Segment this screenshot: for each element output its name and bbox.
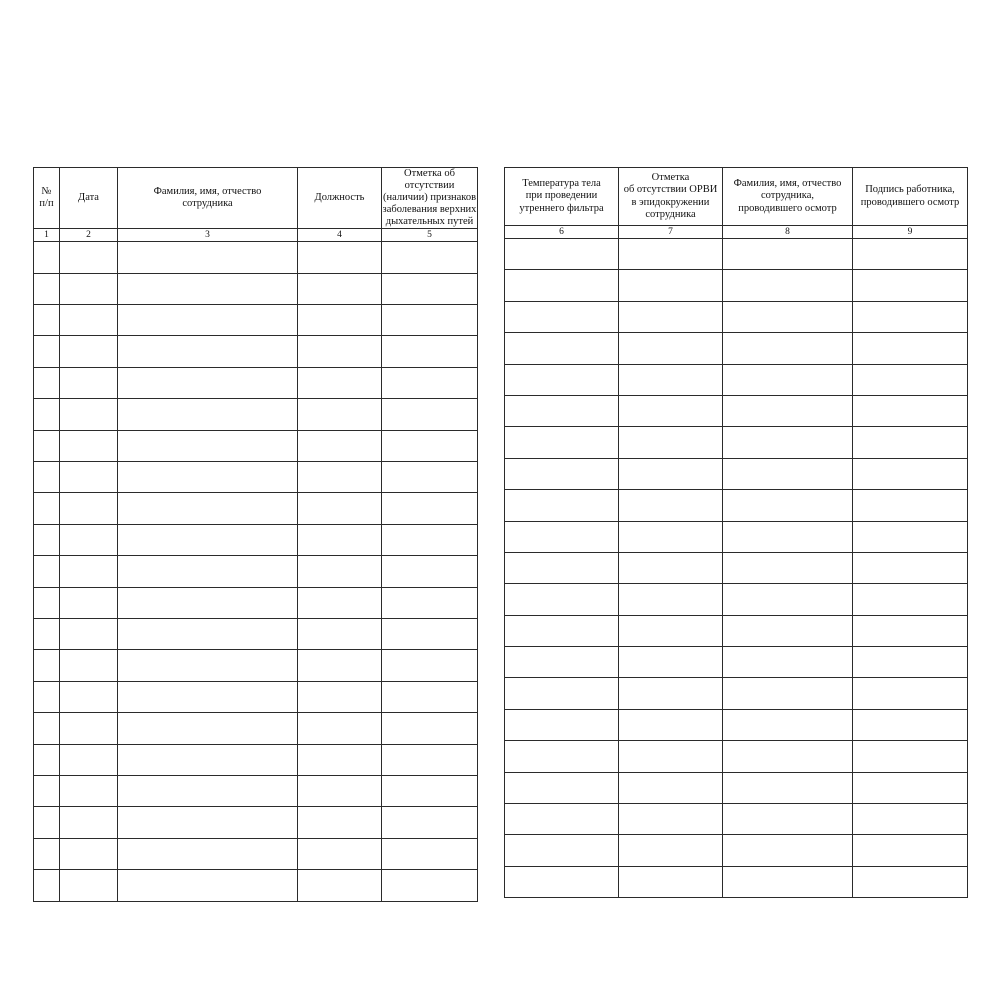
table-cell[interactable] <box>723 741 853 772</box>
table-cell[interactable] <box>118 242 298 273</box>
table-cell[interactable] <box>60 462 118 493</box>
table-cell[interactable] <box>853 427 968 458</box>
table-cell[interactable] <box>34 650 60 681</box>
table-row[interactable] <box>34 744 478 775</box>
right-journal-table <box>504 167 968 898</box>
column-number: 6 <box>505 226 619 239</box>
column-number: 8 <box>723 226 853 239</box>
table-cell[interactable] <box>382 493 478 524</box>
table-row[interactable] <box>505 395 968 426</box>
table-cell[interactable] <box>60 336 118 367</box>
table-row[interactable] <box>505 521 968 552</box>
header-line: проводившего осмотр <box>860 196 960 208</box>
table-cell[interactable] <box>298 556 382 587</box>
header-line: дыхательных путей <box>385 216 474 228</box>
left-header-row <box>34 168 478 229</box>
table-cell[interactable] <box>118 619 298 650</box>
table-cell[interactable] <box>298 305 382 336</box>
table-cell[interactable] <box>723 709 853 740</box>
table-cell[interactable] <box>118 367 298 398</box>
table-cell[interactable] <box>382 556 478 587</box>
table-cell[interactable] <box>619 364 723 395</box>
table-cell[interactable] <box>60 367 118 398</box>
table-cell[interactable] <box>853 458 968 489</box>
header-line: Отметка <box>651 172 690 184</box>
table-cell[interactable] <box>34 242 60 273</box>
table-row[interactable] <box>505 364 968 395</box>
table-cell[interactable] <box>619 709 723 740</box>
table-cell[interactable] <box>505 647 619 678</box>
table-cell[interactable] <box>60 650 118 681</box>
table-cell[interactable] <box>619 333 723 364</box>
header-line: п/п <box>39 198 54 210</box>
table-cell[interactable] <box>118 775 298 806</box>
table-cell[interactable] <box>723 301 853 332</box>
table-row[interactable] <box>505 804 968 835</box>
table-row[interactable] <box>34 556 478 587</box>
table-cell[interactable] <box>723 427 853 458</box>
table-row[interactable] <box>505 458 968 489</box>
left-header-cell-4 <box>298 168 382 229</box>
table-cell[interactable] <box>723 678 853 709</box>
table-cell[interactable] <box>505 584 619 615</box>
table-row[interactable] <box>505 709 968 740</box>
table-cell[interactable] <box>118 838 298 869</box>
table-cell[interactable] <box>382 650 478 681</box>
table-cell[interactable] <box>382 273 478 304</box>
header-line: Фамилия, имя, отчество <box>153 186 262 198</box>
table-cell[interactable] <box>382 430 478 461</box>
left-header-cell-1 <box>34 168 60 229</box>
table-cell[interactable] <box>60 807 118 838</box>
table-cell[interactable] <box>382 242 478 273</box>
table-cell[interactable] <box>853 804 968 835</box>
table-row[interactable] <box>505 270 968 301</box>
table-cell[interactable] <box>118 336 298 367</box>
table-cell[interactable] <box>505 427 619 458</box>
table-row[interactable] <box>34 838 478 869</box>
table-cell[interactable] <box>34 430 60 461</box>
table-cell[interactable] <box>723 395 853 426</box>
table-cell[interactable] <box>505 552 619 583</box>
table-row[interactable] <box>34 273 478 304</box>
left-table-body <box>34 242 478 901</box>
table-cell[interactable] <box>382 462 478 493</box>
column-number: 2 <box>60 229 118 242</box>
table-cell[interactable] <box>382 838 478 869</box>
table-cell[interactable] <box>60 556 118 587</box>
table-cell[interactable] <box>505 709 619 740</box>
table-cell[interactable] <box>60 399 118 430</box>
header-line: Должность <box>314 192 365 204</box>
table-cell[interactable] <box>60 242 118 273</box>
table-cell[interactable] <box>723 364 853 395</box>
left-header-cell-5 <box>382 168 478 229</box>
table-cell[interactable] <box>34 775 60 806</box>
table-cell[interactable] <box>723 772 853 803</box>
table-cell[interactable] <box>34 713 60 744</box>
table-cell[interactable] <box>619 615 723 646</box>
table-cell[interactable] <box>60 619 118 650</box>
header-line: (наличии) признаков <box>382 192 477 204</box>
column-number: 9 <box>853 226 968 239</box>
table-cell[interactable] <box>853 647 968 678</box>
table-cell[interactable] <box>853 835 968 866</box>
table-cell[interactable] <box>34 462 60 493</box>
table-cell[interactable] <box>60 587 118 618</box>
table-cell[interactable] <box>118 273 298 304</box>
table-cell[interactable] <box>619 866 723 897</box>
table-row[interactable] <box>34 807 478 838</box>
table-cell[interactable] <box>619 239 723 270</box>
table-cell[interactable] <box>34 619 60 650</box>
table-row[interactable] <box>34 681 478 712</box>
table-cell[interactable] <box>505 615 619 646</box>
table-row[interactable] <box>34 587 478 618</box>
column-number: 1 <box>34 229 60 242</box>
table-cell[interactable] <box>298 713 382 744</box>
table-cell[interactable] <box>298 619 382 650</box>
left-column-number-row <box>34 229 478 242</box>
table-cell[interactable] <box>118 399 298 430</box>
table-cell[interactable] <box>853 239 968 270</box>
header-line: заболевания верхних <box>382 204 477 216</box>
table-cell[interactable] <box>298 807 382 838</box>
table-row[interactable] <box>34 713 478 744</box>
table-cell[interactable] <box>723 835 853 866</box>
table-cell[interactable] <box>60 838 118 869</box>
table-row[interactable] <box>505 552 968 583</box>
table-cell[interactable] <box>382 713 478 744</box>
table-cell[interactable] <box>34 273 60 304</box>
right-header-cell-1 <box>505 168 619 226</box>
table-cell[interactable] <box>723 584 853 615</box>
column-number: 4 <box>298 229 382 242</box>
table-cell[interactable] <box>505 866 619 897</box>
table-cell[interactable] <box>505 458 619 489</box>
header-line: № <box>41 186 52 198</box>
table-cell[interactable] <box>118 681 298 712</box>
header-line: Фамилия, имя, отчество <box>733 178 842 190</box>
header-line: сотрудника <box>645 208 696 220</box>
table-cell[interactable] <box>723 458 853 489</box>
header-line: Подпись работника, <box>865 184 955 196</box>
column-number: 5 <box>382 229 478 242</box>
table-cell[interactable] <box>298 336 382 367</box>
table-cell[interactable] <box>60 524 118 555</box>
table-cell[interactable] <box>853 866 968 897</box>
table-cell[interactable] <box>34 744 60 775</box>
right-table-head <box>505 168 968 239</box>
table-cell[interactable] <box>505 678 619 709</box>
table-cell[interactable] <box>382 305 478 336</box>
table-cell[interactable] <box>619 458 723 489</box>
table-cell[interactable] <box>853 521 968 552</box>
table-row[interactable] <box>505 647 968 678</box>
table-row[interactable] <box>34 462 478 493</box>
header-line: в эпидокружении <box>631 196 710 208</box>
table-row[interactable] <box>505 741 968 772</box>
table-cell[interactable] <box>382 587 478 618</box>
table-cell[interactable] <box>34 870 60 901</box>
table-cell[interactable] <box>723 804 853 835</box>
table-cell[interactable] <box>118 462 298 493</box>
table-row[interactable] <box>34 430 478 461</box>
table-cell[interactable] <box>382 367 478 398</box>
table-cell[interactable] <box>118 430 298 461</box>
header-line: при проведении <box>525 190 598 202</box>
table-row[interactable] <box>505 678 968 709</box>
table-cell[interactable] <box>505 741 619 772</box>
table-row[interactable] <box>34 650 478 681</box>
table-cell[interactable] <box>853 301 968 332</box>
table-cell[interactable] <box>619 835 723 866</box>
table-cell[interactable] <box>118 713 298 744</box>
table-cell[interactable] <box>853 333 968 364</box>
table-cell[interactable] <box>34 587 60 618</box>
table-cell[interactable] <box>382 775 478 806</box>
table-cell[interactable] <box>723 333 853 364</box>
right-header-cell-2 <box>619 168 723 226</box>
table-cell[interactable] <box>723 552 853 583</box>
table-cell[interactable] <box>723 866 853 897</box>
table-cell[interactable] <box>619 647 723 678</box>
right-sheet <box>504 167 967 898</box>
table-cell[interactable] <box>60 430 118 461</box>
table-cell[interactable] <box>505 395 619 426</box>
table-cell[interactable] <box>853 584 968 615</box>
table-cell[interactable] <box>382 744 478 775</box>
header-line: утреннего фильтра <box>519 202 604 214</box>
table-row[interactable] <box>34 399 478 430</box>
header-line: сотрудника <box>182 198 233 210</box>
table-cell[interactable] <box>60 870 118 901</box>
table-cell[interactable] <box>298 524 382 555</box>
table-cell[interactable] <box>619 395 723 426</box>
table-cell[interactable] <box>723 270 853 301</box>
header-line: Отметка об отсутствии <box>404 168 455 192</box>
table-cell[interactable] <box>382 807 478 838</box>
table-cell[interactable] <box>723 239 853 270</box>
table-cell[interactable] <box>298 399 382 430</box>
left-header-cell-3 <box>118 168 298 229</box>
table-cell[interactable] <box>619 427 723 458</box>
table-cell[interactable] <box>60 681 118 712</box>
table-cell[interactable] <box>505 270 619 301</box>
table-cell[interactable] <box>298 775 382 806</box>
table-cell[interactable] <box>118 524 298 555</box>
table-cell[interactable] <box>853 395 968 426</box>
table-cell[interactable] <box>853 364 968 395</box>
table-row[interactable] <box>34 619 478 650</box>
left-journal-table <box>33 167 478 902</box>
table-row[interactable] <box>505 835 968 866</box>
table-cell[interactable] <box>853 490 968 521</box>
table-cell[interactable] <box>382 681 478 712</box>
table-cell[interactable] <box>505 333 619 364</box>
table-cell[interactable] <box>34 399 60 430</box>
table-cell[interactable] <box>853 741 968 772</box>
table-row[interactable] <box>505 772 968 803</box>
table-row[interactable] <box>34 775 478 806</box>
table-cell[interactable] <box>298 838 382 869</box>
table-row[interactable] <box>505 301 968 332</box>
table-cell[interactable] <box>298 273 382 304</box>
header-line: сотрудника, <box>761 190 814 202</box>
table-row[interactable] <box>34 367 478 398</box>
table-row[interactable] <box>505 239 968 270</box>
left-sheet <box>33 167 477 902</box>
table-cell[interactable] <box>505 239 619 270</box>
table-cell[interactable] <box>619 741 723 772</box>
table-cell[interactable] <box>382 399 478 430</box>
table-cell[interactable] <box>118 493 298 524</box>
table-row[interactable] <box>34 336 478 367</box>
table-cell[interactable] <box>118 305 298 336</box>
table-row[interactable] <box>505 490 968 521</box>
left-table-head <box>34 168 478 242</box>
table-cell[interactable] <box>118 744 298 775</box>
header-line: Температура тела <box>522 178 601 190</box>
header-line: об отсутствии ОРВИ <box>623 184 718 196</box>
table-cell[interactable] <box>34 838 60 869</box>
table-cell[interactable] <box>298 462 382 493</box>
table-cell[interactable] <box>60 713 118 744</box>
table-cell[interactable] <box>853 552 968 583</box>
right-table-body <box>505 239 968 898</box>
table-cell[interactable] <box>34 493 60 524</box>
table-cell[interactable] <box>619 772 723 803</box>
table-row[interactable] <box>505 584 968 615</box>
left-header-cell-2 <box>60 168 118 229</box>
table-cell[interactable] <box>619 301 723 332</box>
table-cell[interactable] <box>118 650 298 681</box>
table-cell[interactable] <box>118 807 298 838</box>
table-cell[interactable] <box>60 305 118 336</box>
table-row[interactable] <box>34 870 478 901</box>
table-cell[interactable] <box>34 367 60 398</box>
table-cell[interactable] <box>298 242 382 273</box>
table-cell[interactable] <box>60 273 118 304</box>
table-cell[interactable] <box>298 650 382 681</box>
table-cell[interactable] <box>298 587 382 618</box>
table-cell[interactable] <box>619 521 723 552</box>
table-cell[interactable] <box>382 336 478 367</box>
right-header-cell-4 <box>853 168 968 226</box>
table-cell[interactable] <box>505 772 619 803</box>
table-cell[interactable] <box>298 744 382 775</box>
table-row[interactable] <box>34 305 478 336</box>
table-row[interactable] <box>505 333 968 364</box>
header-line: Дата <box>78 192 99 204</box>
table-cell[interactable] <box>298 681 382 712</box>
table-row[interactable] <box>34 493 478 524</box>
table-cell[interactable] <box>505 521 619 552</box>
table-row[interactable] <box>505 866 968 897</box>
table-cell[interactable] <box>118 587 298 618</box>
table-cell[interactable] <box>723 647 853 678</box>
table-cell[interactable] <box>853 678 968 709</box>
table-cell[interactable] <box>34 556 60 587</box>
table-cell[interactable] <box>723 490 853 521</box>
table-cell[interactable] <box>505 804 619 835</box>
table-cell[interactable] <box>382 870 478 901</box>
table-row[interactable] <box>34 524 478 555</box>
column-number: 3 <box>118 229 298 242</box>
table-cell[interactable] <box>60 493 118 524</box>
table-cell[interactable] <box>298 430 382 461</box>
table-cell[interactable] <box>853 615 968 646</box>
table-cell[interactable] <box>853 709 968 740</box>
table-cell[interactable] <box>723 521 853 552</box>
table-cell[interactable] <box>298 870 382 901</box>
table-cell[interactable] <box>505 490 619 521</box>
table-cell[interactable] <box>298 493 382 524</box>
table-row[interactable] <box>34 242 478 273</box>
table-cell[interactable] <box>619 490 723 521</box>
table-cell[interactable] <box>723 615 853 646</box>
table-cell[interactable] <box>34 524 60 555</box>
table-cell[interactable] <box>619 678 723 709</box>
table-cell[interactable] <box>619 584 723 615</box>
right-column-number-row <box>505 226 968 239</box>
table-cell[interactable] <box>619 804 723 835</box>
table-cell[interactable] <box>505 301 619 332</box>
right-header-cell-3 <box>723 168 853 226</box>
table-row[interactable] <box>505 427 968 458</box>
table-cell[interactable] <box>382 524 478 555</box>
table-cell[interactable] <box>298 367 382 398</box>
table-cell[interactable] <box>382 619 478 650</box>
table-cell[interactable] <box>34 807 60 838</box>
table-cell[interactable] <box>118 870 298 901</box>
table-cell[interactable] <box>505 364 619 395</box>
table-row[interactable] <box>505 615 968 646</box>
table-cell[interactable] <box>34 681 60 712</box>
table-cell[interactable] <box>60 744 118 775</box>
right-header-row <box>505 168 968 226</box>
table-cell[interactable] <box>853 772 968 803</box>
table-cell[interactable] <box>619 270 723 301</box>
table-cell[interactable] <box>853 270 968 301</box>
table-cell[interactable] <box>118 556 298 587</box>
column-number: 7 <box>619 226 723 239</box>
table-cell[interactable] <box>60 775 118 806</box>
table-cell[interactable] <box>34 336 60 367</box>
table-cell[interactable] <box>505 835 619 866</box>
table-cell[interactable] <box>619 552 723 583</box>
header-line: проводившего осмотр <box>738 202 837 214</box>
table-cell[interactable] <box>34 305 60 336</box>
